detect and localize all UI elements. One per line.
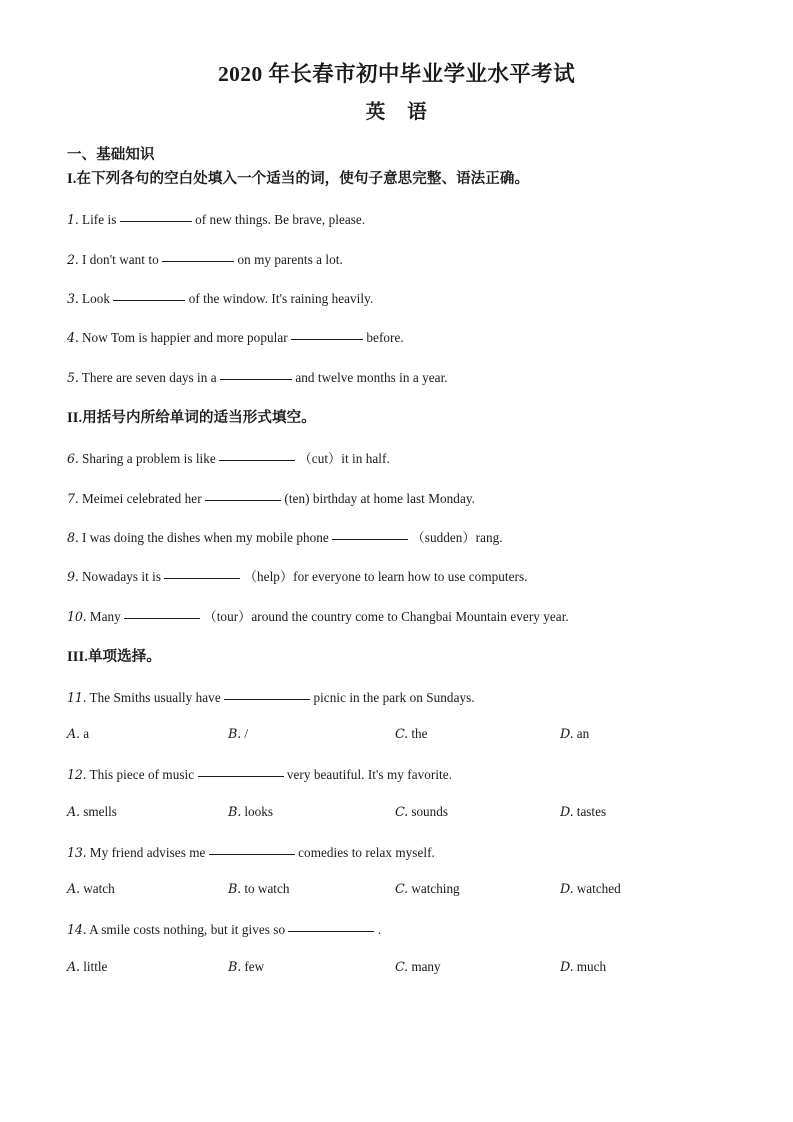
- option-letter: C.: [395, 959, 409, 975]
- question-item: [67, 489, 757, 507]
- option-label: an: [576, 726, 590, 742]
- question-item: [67, 920, 757, 938]
- option-row: [67, 958, 757, 976]
- option-letter: C.: [395, 804, 409, 820]
- option-b[interactable]: [228, 958, 264, 977]
- question-number: 11.: [67, 690, 87, 706]
- question-number: 3.: [67, 290, 79, 306]
- question-item: [67, 765, 757, 783]
- question-number: 13.: [67, 844, 87, 860]
- option-letter: D.: [560, 882, 574, 898]
- question-item: [67, 843, 757, 861]
- option-d[interactable]: [560, 803, 606, 822]
- option-b[interactable]: [228, 803, 273, 822]
- question-text-before: I was doing the dishes when my mobile phone: [81, 529, 329, 545]
- question-text-before: Many: [89, 608, 121, 624]
- question-item: [67, 567, 757, 585]
- question-text-before: Nowadays it is: [81, 569, 162, 585]
- question-item: [67, 688, 757, 706]
- question-text-before: Life is: [81, 212, 117, 228]
- option-letter: D.: [560, 959, 574, 975]
- question-text-before: My friend advises me: [89, 844, 206, 860]
- option-a[interactable]: [67, 725, 89, 744]
- question-text-after: （sudden）rang.: [411, 529, 503, 545]
- question-text-after: comedies to relax myself.: [298, 844, 435, 860]
- option-d[interactable]: [560, 958, 606, 977]
- question-number: 14.: [67, 922, 87, 938]
- question-text-before: Look: [81, 290, 111, 306]
- question-number: 1.: [67, 212, 79, 228]
- answer-blank[interactable]: [205, 489, 281, 501]
- question-text-after: and twelve months in a year.: [295, 369, 448, 385]
- option-letter: B.: [228, 804, 242, 820]
- question-text-before: I don't want to: [81, 251, 159, 267]
- option-letter: C.: [395, 727, 409, 743]
- answer-blank[interactable]: [113, 289, 185, 301]
- option-label: tastes: [576, 803, 607, 819]
- question-text-after: (ten) birthday at home last Monday.: [284, 490, 475, 506]
- option-row: [67, 880, 757, 898]
- question-item: [67, 250, 757, 268]
- question-text-before: Meimei celebrated her: [81, 490, 202, 506]
- option-c[interactable]: [395, 803, 448, 822]
- option-c[interactable]: [395, 880, 460, 899]
- question-text-after: before.: [366, 330, 404, 346]
- question-text-after: picnic in the park on Sundays.: [313, 690, 475, 706]
- question-text-after: （help）for everyone to learn how to use computers.: [243, 569, 528, 585]
- answer-blank[interactable]: [198, 765, 284, 777]
- question-text-after: on my parents a lot.: [237, 251, 343, 267]
- option-row: [67, 725, 757, 743]
- option-label: little: [83, 958, 108, 974]
- question-number: 4.: [67, 330, 79, 346]
- answer-blank[interactable]: [224, 688, 310, 700]
- question-text-after: very beautiful. It's my favorite.: [286, 767, 453, 783]
- question-number: 10.: [67, 608, 87, 624]
- option-c[interactable]: [395, 958, 441, 977]
- question-item: [67, 607, 757, 625]
- question-text-before: This piece of music: [89, 767, 195, 783]
- option-label: /: [244, 726, 249, 742]
- option-letter: C.: [395, 882, 409, 898]
- question-text-before: There are seven days in a: [81, 369, 217, 385]
- option-letter: D.: [560, 804, 574, 820]
- question-item: [67, 328, 757, 346]
- option-c[interactable]: [395, 725, 427, 744]
- option-row: [67, 803, 757, 821]
- question-item: [67, 368, 757, 386]
- question-text-before: The Smiths usually have: [89, 690, 221, 706]
- question-text-after: of new things. Be brave, please.: [195, 212, 366, 228]
- section-instruction-2: II.用括号内所给单词的适当形式填空。: [67, 410, 316, 427]
- question-number: 2.: [67, 251, 79, 267]
- option-letter: D.: [560, 727, 574, 743]
- question-text-after: of the window. It's raining heavily.: [188, 290, 374, 306]
- answer-blank[interactable]: [164, 567, 240, 579]
- option-letter: A.: [67, 882, 80, 898]
- question-text-after: .: [377, 922, 382, 938]
- question-text-after: （tour）around the country come to Changbai Mountain every year.: [203, 608, 569, 624]
- option-letter: A.: [67, 727, 80, 743]
- answer-blank[interactable]: [209, 843, 295, 855]
- option-label: many: [411, 958, 441, 974]
- question-number: 7.: [67, 490, 79, 506]
- page-title: 2020 年长春市初中毕业学业水平考试: [218, 62, 575, 86]
- question-number: 12.: [67, 767, 87, 783]
- question-number: 5.: [67, 369, 79, 385]
- option-d[interactable]: [560, 880, 621, 899]
- option-label: few: [244, 958, 265, 974]
- question-item: [67, 449, 757, 467]
- section-instruction-1: I.在下列各句的空白处填入一个适当的词，使句子意思完整、语法正确。: [67, 171, 530, 188]
- option-d[interactable]: [560, 725, 589, 744]
- option-letter: B.: [228, 727, 242, 743]
- option-label: looks: [244, 803, 273, 819]
- option-label: a: [83, 726, 90, 742]
- question-number: 8.: [67, 529, 79, 545]
- question-text-before: A smile costs nothing, but it gives so: [89, 922, 286, 938]
- option-letter: B.: [228, 959, 242, 975]
- option-label: sounds: [411, 803, 448, 819]
- answer-blank[interactable]: [291, 328, 363, 340]
- question-number: 9.: [67, 569, 79, 585]
- section-instruction-3: III.单项选择。: [67, 648, 161, 665]
- option-label: watched: [576, 881, 621, 897]
- answer-blank[interactable]: [332, 528, 408, 540]
- question-item: [67, 210, 757, 228]
- answer-blank[interactable]: [219, 449, 295, 461]
- question-item: [67, 528, 757, 546]
- option-a[interactable]: [67, 880, 115, 899]
- question-number: 6.: [67, 451, 79, 467]
- option-letter: A.: [67, 804, 80, 820]
- option-a[interactable]: [67, 803, 117, 822]
- option-label: much: [576, 958, 607, 974]
- section-heading-basic-knowledge: 一、基础知识: [67, 147, 155, 163]
- answer-blank[interactable]: [124, 607, 200, 619]
- option-letter: A.: [67, 959, 80, 975]
- option-b[interactable]: [228, 725, 248, 744]
- answer-blank[interactable]: [220, 368, 292, 380]
- answer-blank[interactable]: [288, 920, 374, 932]
- option-label: the: [411, 726, 428, 742]
- option-label: smells: [83, 803, 117, 819]
- answer-blank[interactable]: [162, 250, 234, 262]
- page-subtitle: 英 语: [365, 102, 428, 123]
- option-label: to watch: [244, 881, 290, 897]
- exam-content: [67, 146, 757, 976]
- question-text-after: （cut）it in half.: [298, 451, 390, 467]
- option-label: watch: [83, 881, 115, 897]
- question-item: [67, 289, 757, 307]
- answer-blank[interactable]: [120, 210, 192, 222]
- option-label: watching: [411, 881, 460, 897]
- option-b[interactable]: [228, 880, 289, 899]
- question-text-before: Now Tom is happier and more popular: [81, 330, 288, 346]
- question-text-before: Sharing a problem is like: [81, 451, 216, 467]
- option-letter: B.: [228, 882, 242, 898]
- option-a[interactable]: [67, 958, 107, 977]
